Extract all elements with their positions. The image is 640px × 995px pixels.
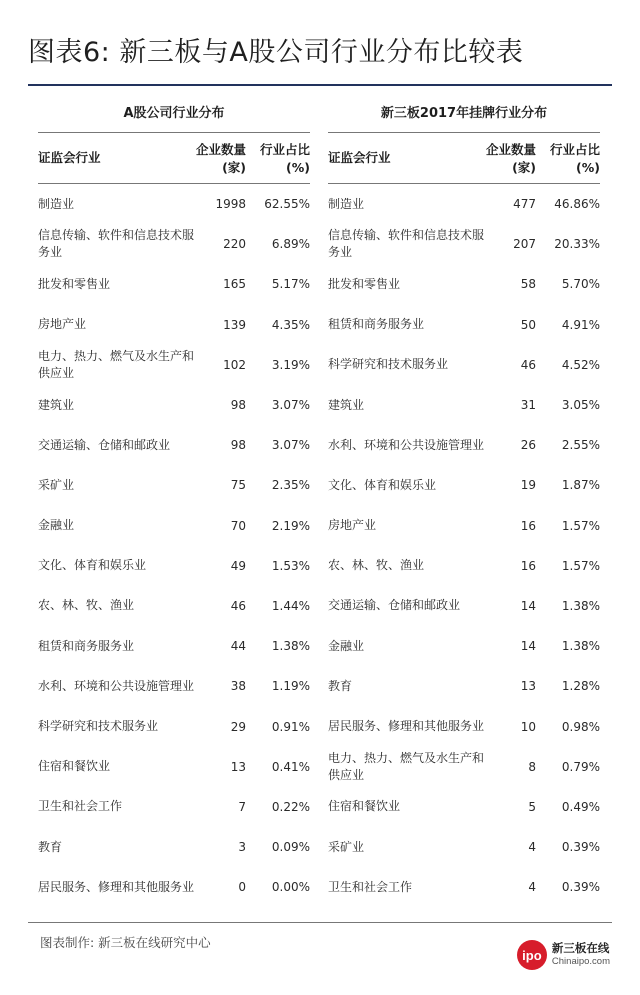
ipo-logo-icon: ipo [517,940,547,970]
table-row [38,305,310,345]
industry-cell: 建筑业 [328,397,365,412]
logo-name-en: Chinaipo.com [551,956,610,967]
percent-cell: 62.55% [264,197,310,212]
percent-cell: 3.07% [271,438,310,453]
header-percent-label: 行业占比 [549,142,600,157]
percent-cell: 0.00% [271,880,310,895]
count-cell: 29 [230,719,246,734]
header-percent-unit: (%) [286,160,310,175]
count-cell: 207 [513,237,536,252]
table-row [328,747,600,787]
percent-cell: 1.38% [271,639,310,654]
count-cell: 31 [520,398,536,413]
percent-cell: 0.41% [271,759,310,774]
industry-cell: 文化、体育和娱乐业 [38,558,147,573]
table-row [328,787,600,827]
header-count-label: 企业数量 [485,142,536,157]
percent-cell: 3.07% [271,398,310,413]
table-row [38,706,310,746]
count-cell: 165 [223,277,246,292]
source-note: 图表制作: 新三板在线研究中心 [40,935,211,950]
percent-cell: 0.39% [561,880,600,895]
table-row [38,385,310,425]
percent-cell: 0.79% [561,759,600,774]
percent-cell: 1.53% [271,558,310,573]
percent-cell: 4.91% [561,317,600,332]
percent-cell: 20.33% [554,237,600,252]
table-row [38,506,310,546]
count-cell: 0 [238,880,246,895]
industry-cell: 交通运输、仓储和邮政业 [328,598,461,613]
a-share-table [38,96,310,907]
table-row [38,867,310,907]
industry-cell: 水利、环境和公共设施管理业 [328,437,485,452]
industry-cell: 教育 [328,678,353,693]
table-row [38,264,310,304]
count-cell: 139 [223,317,246,332]
industry-cell: 教育 [38,839,63,854]
percent-cell: 1.87% [561,478,600,493]
header-percent [250,141,310,177]
percent-cell: 0.49% [561,799,600,814]
table-row [328,706,600,746]
header-count [176,141,246,177]
count-cell: 98 [230,398,246,413]
table-row [328,425,600,465]
count-cell: 10 [520,719,536,734]
industry-cell: 采矿业 [38,477,75,492]
percent-cell: 1.38% [561,639,600,654]
industry-cell: 卫生和社会工作 [328,879,413,894]
percent-cell: 0.22% [271,799,310,814]
table-row [38,626,310,666]
percent-cell: 1.19% [271,679,310,694]
header-percent [540,141,600,177]
percent-cell: 0.09% [271,840,310,855]
industry-cell: 科学研究和技术服务业 [328,357,449,372]
table-row [328,385,600,425]
percent-cell: 1.28% [561,679,600,694]
table-row [328,305,600,345]
table-row [38,666,310,706]
industry-cell: 建筑业 [38,397,75,412]
count-cell: 4 [528,840,536,855]
industry-cell: 信息传输、软件和信息技术服务业 [328,228,485,260]
table-row [38,345,310,385]
percent-cell: 1.38% [561,598,600,613]
percent-cell: 4.52% [561,357,600,372]
percent-cell: 0.39% [561,840,600,855]
count-cell: 16 [520,518,536,533]
count-cell: 49 [230,558,246,573]
table-row [328,465,600,505]
table-row [38,787,310,827]
percent-cell: 2.35% [271,478,310,493]
table-row [38,827,310,867]
count-cell: 70 [230,518,246,533]
industry-cell: 交通运输、仓储和邮政业 [38,437,171,452]
percent-cell: 4.35% [271,317,310,332]
header-percent-label: 行业占比 [259,142,310,157]
count-cell: 46 [520,357,536,372]
a-share-header-row [38,133,310,184]
count-cell: 14 [520,598,536,613]
table-row [38,747,310,787]
percent-cell: 6.89% [271,237,310,252]
table-row [328,546,600,586]
industry-cell: 文化、体育和娱乐业 [328,477,437,492]
header-industry: 证监会行业 [38,150,101,165]
count-cell: 19 [520,478,536,493]
header-count [466,141,536,177]
page-title: 图表6: 新三板与A股公司行业分布比较表 [28,37,524,68]
percent-cell: 2.19% [271,518,310,533]
header-count-unit: (家) [222,160,246,175]
industry-cell: 居民服务、修理和其他服务业 [38,879,195,894]
industry-cell: 电力、热力、燃气及水生产和供应业 [38,348,195,380]
industry-cell: 采矿业 [328,839,365,854]
header-count-label: 企业数量 [195,142,246,157]
count-cell: 1998 [215,197,246,212]
brand-logo [517,940,610,970]
neeq-table [328,96,600,907]
table-row [328,184,600,224]
count-cell: 13 [520,679,536,694]
table-row [38,184,310,224]
count-cell: 102 [223,357,246,372]
percent-cell: 1.57% [561,558,600,573]
count-cell: 4 [528,880,536,895]
count-cell: 8 [528,759,536,774]
industry-cell: 住宿和餐饮业 [38,759,111,774]
neeq-table-title: 新三板2017年挂牌行业分布 [328,96,600,133]
industry-cell: 农、林、牧、渔业 [328,558,425,573]
table-row [328,506,600,546]
table-row [38,465,310,505]
industry-cell: 租赁和商务服务业 [38,638,135,653]
table-row [38,425,310,465]
count-cell: 50 [520,317,536,332]
a-share-rows [38,184,310,907]
count-cell: 44 [230,639,246,654]
table-row [328,867,600,907]
industry-cell: 农、林、牧、渔业 [38,598,135,613]
header-percent-unit: (%) [576,160,600,175]
industry-cell: 制造业 [38,196,75,211]
percent-cell: 46.86% [554,197,600,212]
industry-cell: 金融业 [38,518,75,533]
industry-cell: 卫生和社会工作 [38,799,123,814]
percent-cell: 1.44% [271,598,310,613]
industry-cell: 房地产业 [328,518,377,533]
industry-cell: 制造业 [328,196,365,211]
industry-cell: 金融业 [328,638,365,653]
count-cell: 13 [230,759,246,774]
table-row [38,224,310,264]
percent-cell: 0.91% [271,719,310,734]
percent-cell: 3.19% [271,357,310,372]
count-cell: 98 [230,438,246,453]
percent-cell: 5.70% [561,277,600,292]
industry-cell: 信息传输、软件和信息技术服务业 [38,228,195,260]
table-row [328,224,600,264]
table-row [328,827,600,867]
percent-cell: 2.55% [561,438,600,453]
count-cell: 220 [223,237,246,252]
count-cell: 3 [238,840,246,855]
count-cell: 58 [520,277,536,292]
table-row [38,586,310,626]
industry-cell: 科学研究和技术服务业 [38,719,159,734]
count-cell: 75 [230,478,246,493]
industry-cell: 电力、热力、燃气及水生产和供应业 [328,750,485,782]
count-cell: 7 [238,799,246,814]
table-row [328,586,600,626]
header-industry: 证监会行业 [328,150,391,165]
table-row [328,264,600,304]
industry-cell: 居民服务、修理和其他服务业 [328,719,485,734]
count-cell: 5 [528,799,536,814]
table-row [328,345,600,385]
count-cell: 26 [520,438,536,453]
title-divider [28,84,612,86]
table-row [38,546,310,586]
table-row [328,666,600,706]
percent-cell: 0.98% [561,719,600,734]
count-cell: 38 [230,679,246,694]
industry-cell: 住宿和餐饮业 [328,799,401,814]
logo-name-cn: 新三板在线 [551,941,610,955]
a-share-table-title: A股公司行业分布 [38,96,310,133]
neeq-rows [328,184,600,907]
count-cell: 46 [230,598,246,613]
industry-cell: 批发和零售业 [38,276,111,291]
industry-cell: 水利、环境和公共设施管理业 [38,678,195,693]
industry-cell: 批发和零售业 [328,276,401,291]
percent-cell: 3.05% [561,398,600,413]
count-cell: 14 [520,639,536,654]
count-cell: 16 [520,558,536,573]
percent-cell: 1.57% [561,518,600,533]
table-row [328,626,600,666]
logo-text [552,942,610,968]
bottom-divider [28,922,612,923]
count-cell: 477 [513,197,536,212]
industry-cell: 租赁和商务服务业 [328,317,425,332]
header-count-unit: (家) [512,160,536,175]
industry-cell: 房地产业 [38,317,87,332]
neeq-header-row [328,133,600,184]
percent-cell: 5.17% [271,277,310,292]
